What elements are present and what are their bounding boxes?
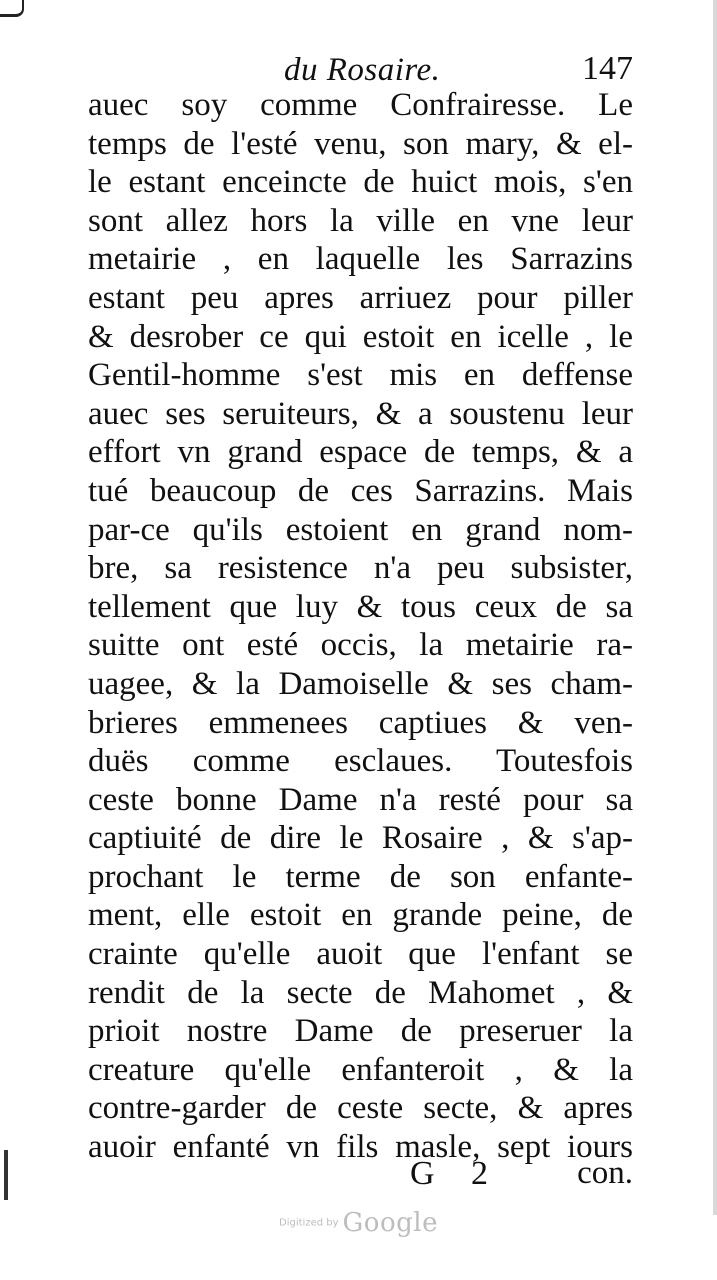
text-line: sont allez hors la ville en vne leur <box>88 202 633 239</box>
text-line: auoir enfanté vn fils masle, sept iours <box>88 1129 633 1166</box>
text-line: duës comme esclaues. Toutesfois <box>88 743 633 780</box>
text-line: contre-garder de ceste secte, & apres <box>88 1090 633 1127</box>
text-line: prioit nostre Dame de preseruer la <box>88 1013 633 1050</box>
text-line: metairie , en laquelle les Sarrazins <box>88 241 633 278</box>
text-line: & desrober ce qui estoit en icelle , le <box>88 318 633 355</box>
signature-mark: G 2 <box>410 1155 503 1192</box>
text-line: suitte ont esté occis, la metairie ra- <box>88 627 633 664</box>
text-line: effort vn grand espace de temps, & a <box>88 434 633 471</box>
body-text <box>88 86 633 1167</box>
text-line: uagee, & la Damoiselle & ses cham- <box>88 665 633 702</box>
text-line: prochant le terme de son enfante- <box>88 858 633 895</box>
watermark-prefix: Digitized by <box>279 1217 339 1229</box>
text-line: estant peu apres arriuez pour piller <box>88 279 633 316</box>
running-title: du Rosaire. <box>284 52 441 88</box>
digitization-watermark <box>0 1208 717 1238</box>
text-line: par-ce qu'ils estoient en grand nom- <box>88 511 633 548</box>
watermark-logo: Google <box>342 1208 438 1238</box>
text-line: rendit de la secte de Mahomet , & <box>88 974 633 1011</box>
text-line: ceste bonne Dame n'a resté pour sa <box>88 781 633 818</box>
page-footer <box>88 1155 633 1195</box>
text-line: captiuité de dire le Rosaire , & s'ap- <box>88 820 633 857</box>
text-line: le estant enceincte de huict mois, s'en <box>88 164 633 201</box>
text-line: Gentil-homme s'est mis en deffense <box>88 357 633 394</box>
page-edge-mark <box>0 0 24 17</box>
text-line: crainte qu'elle auoit que l'enfant se <box>88 936 633 973</box>
page-number: 147 <box>582 50 633 87</box>
scan-edge-shadow <box>713 0 717 1215</box>
catchword: con. <box>577 1155 633 1191</box>
text-line: tellement que luy & tous ceux de sa <box>88 588 633 625</box>
text-line: auec ses seruiteurs, & a soustenu leur <box>88 395 633 432</box>
text-line: ment, elle estoit en grande peine, de <box>88 897 633 934</box>
text-line: temps de l'esté venu, son mary, & el- <box>88 125 633 162</box>
text-line: brieres emmenees captiues & ven- <box>88 704 633 741</box>
text-line: creature qu'elle enfanteroit , & la <box>88 1051 633 1088</box>
text-line: tué beaucoup de ces Sarrazins. Mais <box>88 472 633 509</box>
margin-mark <box>4 1150 8 1200</box>
text-line: auec soy comme Confrairesse. Le <box>88 87 633 123</box>
text-line: bre, sa resistence n'a peu subsister, <box>88 550 633 587</box>
